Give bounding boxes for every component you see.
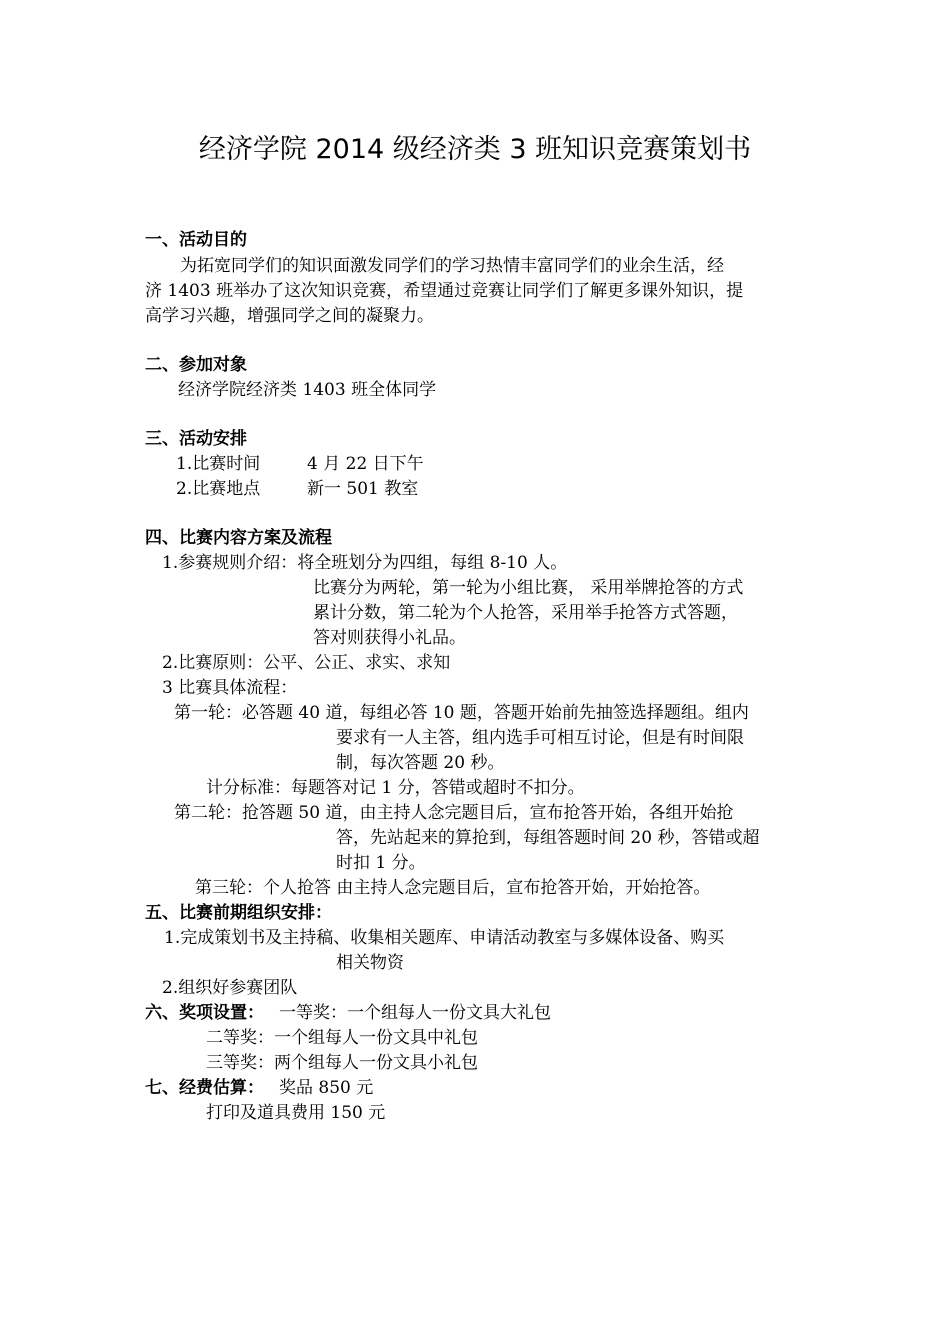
time-value: 4 月 22 日下午 (307, 454, 424, 474)
round2-line-3: 时扣 1 分。 (336, 853, 426, 873)
score-line: 计分标准：每题答对记 1 分，答错或超时不扣分。 (206, 778, 585, 798)
purpose-paragraph-line-2: 济 1403 班举办了这次知识竞赛，希望通过竞赛让同学们了解更多课外知识，提 (145, 281, 744, 301)
budget-prize: 奖品 850 元 (279, 1078, 374, 1098)
rules-line-4: 答对则获得小礼品。 (313, 628, 466, 648)
round3-line: 第三轮：个人抢答 由主持人念完题目后，宣布抢答开始，开始抢答。 (195, 878, 711, 898)
round1-line-3: 制，每次答题 20 秒。 (336, 753, 505, 773)
section-heading-organization: 五、比赛前期组织安排： (145, 903, 332, 923)
section-heading-arrangement: 三、活动安排 (145, 429, 247, 449)
round2-line-2: 答，先站起来的算抢到，每组答题时间 20 秒，答错或超 (336, 828, 760, 848)
rules-line-2: 比赛分为两轮，第一轮为小组比赛， 采用举牌抢答的方式 (313, 578, 744, 598)
round2-line-1: 第二轮：抢答题 50 道，由主持人念完题目后，宣布抢答开始，各组开始抢 (174, 803, 734, 823)
section-heading-content: 四、比赛内容方案及流程 (145, 528, 332, 548)
purpose-paragraph-line-1: 为拓宽同学们的知识面激发同学们的学习热情丰富同学们的业余生活，经 (180, 256, 724, 276)
section-heading-awards: 六、奖项设置： (145, 1003, 264, 1023)
place-value: 新一 501 教室 (307, 479, 419, 499)
award-third: 三等奖：两个组每人一份文具小礼包 (206, 1053, 478, 1073)
round1-line-1: 第一轮：必答题 40 道，每组必答 10 题，答题开始前先抽签选择题组。组内 (174, 703, 749, 723)
budget-print: 打印及道具费用 150 元 (206, 1103, 386, 1123)
time-label: 1.比赛时间 (176, 454, 261, 474)
document-title: 经济学院 2014 级经济类 3 班知识竞赛策划书 (198, 134, 752, 165)
organization-item-1-line-1: 1.完成策划书及主持稿、收集相关题库、申请活动教室与多媒体设备、购买 (164, 928, 725, 948)
section-heading-budget: 七、经费估算： (145, 1078, 264, 1098)
purpose-paragraph-line-3: 高学习兴趣，增强同学之间的凝聚力。 (145, 306, 434, 326)
flow-line: 3 比赛具体流程： (162, 678, 298, 698)
award-second: 二等奖：一个组每人一份文具中礼包 (206, 1028, 478, 1048)
principle-line: 2.比赛原则：公平、公正、求实、求知 (162, 653, 451, 673)
round1-line-2: 要求有一人主答，组内选手可相互讨论，但是有时间限 (336, 728, 744, 748)
section-heading-purpose: 一、活动目的 (145, 230, 247, 250)
rules-line-1: 1.参赛规则介绍：将全班划分为四组，每组 8-10 人。 (162, 553, 568, 573)
place-label: 2.比赛地点 (176, 479, 261, 499)
organization-item-2: 2.组织好参赛团队 (162, 978, 298, 998)
rules-line-3: 累计分数，第二轮为个人抢答，采用举手抢答方式答题， (313, 603, 738, 623)
organization-item-1-line-2: 相关物资 (336, 953, 404, 973)
section-heading-participants: 二、参加对象 (145, 355, 247, 375)
award-first: 一等奖：一个组每人一份文具大礼包 (279, 1003, 551, 1023)
participants-text: 经济学院经济类 1403 班全体同学 (178, 380, 437, 400)
